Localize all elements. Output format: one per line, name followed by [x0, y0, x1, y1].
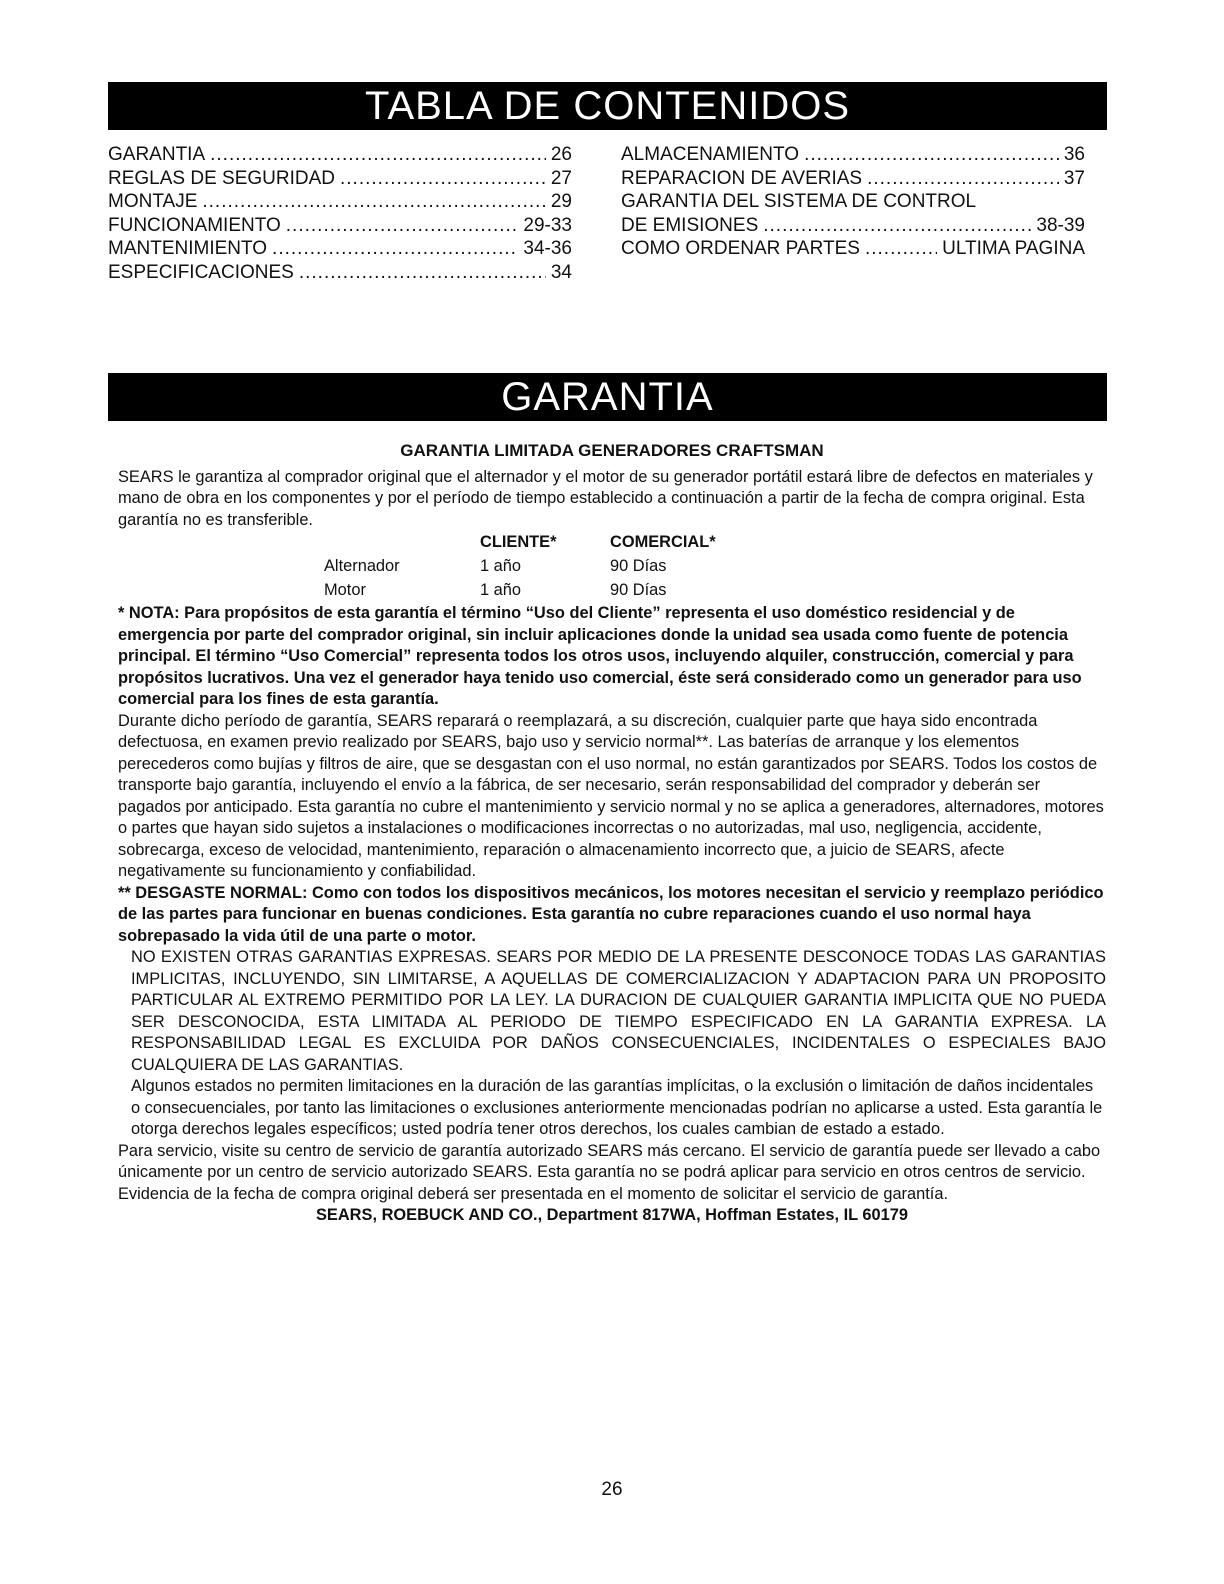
toc-leader-dots: [286, 214, 519, 238]
toc-leader-dots: [867, 167, 1059, 191]
toc-entry-page: 29: [550, 191, 572, 213]
toc-entry-reglas: [108, 167, 572, 191]
toc-entry-page: 34: [550, 261, 572, 283]
toc-entry-ordenar-partes: [621, 237, 1085, 261]
toc-title: TABLA DE CONTENIDOS: [108, 82, 1107, 130]
toc-right-column: [621, 143, 1085, 261]
toc-entry-reparacion: [621, 167, 1085, 191]
toc-entry-page: ULTIMA PAGINA: [942, 238, 1085, 260]
warranty-intro: SEARS le garantiza al comprador original que el alternador y el motor de su generador portátil estará libre de defectos en materiales y mano de obra en los componentes y por el período de tiempo establecido a continuación a partir de la fecha de compra original. Esta garantía no es transferible.: [118, 467, 1093, 529]
toc-entry-especificaciones: [108, 261, 572, 285]
toc-leader-dots: [272, 237, 518, 261]
warranty-disclaimer: NO EXISTEN OTRAS GARANTIAS EXPRESAS. SEARS POR MEDIO DE LA PRESENTE DESCONOCE TODAS LAS GARANTIAS IMPLICITAS, INCLUYENDO, SIN LIMITARSE, A AQUELLAS DE COMERCIALIZACION Y ADAPTACION PARA UN PROPOSITO PARTICULAR AL EXTREMO PERMITIDO POR LA LEY. LA DURACION DE CUALQUIER GARANTIA IMPLICITA QUE NO PUEDA SER DESCONOCIDA, ESTA LIMITADA AL PERIODO DE TIEMPO ESPECIFICADO EN LA GARANTIA EXPRESA. LA RESPONSABILIDAD LEGAL ES EXCLUIDA POR DAÑOS CONSECUENCIALES, INCIDENTALES O ESPECIALES BAJO CUALQUIERA DE LAS GARANTIAS.: [131, 948, 1106, 1074]
toc-entry-label: GARANTIA: [108, 144, 206, 165]
coverage-cell: Alternador: [324, 557, 400, 576]
warranty-banner: GARANTIA: [108, 373, 1107, 421]
coverage-cell: 1 año: [480, 581, 522, 600]
toc-entry-mantenimiento: [108, 237, 572, 261]
coverage-table: [324, 531, 760, 603]
toc-entry-emisiones: [621, 214, 1085, 238]
toc-entry-label: REGLAS DE SEGURIDAD: [108, 167, 335, 189]
toc-entry-page: 34-36: [523, 238, 572, 260]
toc-entry-garantia: [108, 143, 572, 167]
toc-left-column: [108, 143, 572, 285]
toc-entry-page: 29-33: [523, 214, 572, 236]
coverage-header-row: [324, 531, 760, 555]
coverage-cell: 90 Días: [610, 557, 667, 576]
service-instructions: Para servicio, visite su centro de servicio de garantía autorizado SEARS más cercano. El servicio de garantía puede ser llevado a cabo únicamente por un centro de servicio autorizado SEARS. Esta garantía no se podrá aplicar para servicio en otros centros de servicio. Evidencia de la fecha de compra original deberá ser presentada en el momento de solicitar el servicio de garantía.: [118, 1141, 1101, 1203]
coverage-row-motor: [324, 579, 760, 603]
toc-entry-funcionamiento: [108, 214, 572, 238]
toc-entry-page: 36: [1063, 144, 1085, 165]
toc-entry-label: MANTENIMIENTO: [108, 238, 268, 260]
warranty-period-text: Durante dicho período de garantía, SEARS reparará o reemplazará, a su discreción, cualquier parte que haya sido encontrada defectuosa, en examen previo realizado por SEARS, bajo uso y servicio normal**. Las baterías de arranque y los elementos perecederos como bujías y filtros de aire, que se desgastan con el uso normal, no están garantizados por SEARS. Todos los costos de transporte bajo garantía, incluyendo el envío a la fábrica, de ser necesario, serán responsabilidad del comprador y deberán ser pagados por anticipado. Esta garantía no cubre el mantenimiento y servicio normal y no se aplica a generadores, alternadores, motores o partes que hayan sido sujetos a instalaciones o modificaciones incorrectas o no autorizadas, mal uso, negligencia, accidente, sobrecarga, exceso de velocidad, mantenimiento, reparación o almacenamiento incorrecto que, a juicio de SEARS, afecte negativamente su funcionamiento y confiabilidad.: [118, 711, 1104, 880]
toc-leader-dots: [202, 190, 545, 214]
normal-wear-note: ** DESGASTE NORMAL: Como con todos los dispositivos mecánicos, los motores necesitan el servicio y reemplazo periódico de las partes para funcionar en buenas condiciones. Esta garantía no cubre reparaciones cuando el uso normal haya sobrepasado la vida útil de una parte o motor.: [118, 883, 1104, 945]
toc-entry-almacenamiento: [621, 143, 1085, 167]
toc-entry-montaje: [108, 190, 572, 214]
toc-entry-label: DE EMISIONES: [621, 214, 759, 236]
toc-leader-dots: [763, 214, 1031, 238]
toc-leader-dots: [865, 237, 937, 261]
toc-entry-label: GARANTIA DEL SISTEMA DE CONTROL: [621, 191, 977, 213]
toc-entry-page: 38-39: [1036, 214, 1085, 236]
coverage-row-alternador: [324, 555, 760, 579]
toc-leader-dots: [340, 167, 546, 191]
toc-leader-dots: [299, 261, 546, 285]
toc-entry-page: 26: [550, 144, 572, 165]
coverage-header-cell: CLIENTE*: [480, 533, 557, 552]
coverage-cell: Motor: [324, 581, 366, 600]
page-number: 26: [601, 1479, 623, 1500]
toc-entry-page: 37: [1063, 167, 1085, 189]
toc-entry-label: ESPECIFICACIONES: [108, 261, 294, 283]
toc-entry-garantia-sistema: [621, 190, 1085, 214]
sears-address: SEARS, ROEBUCK AND CO., Department 817WA, Hoffman Estates, IL 60179: [315, 1206, 909, 1224]
toc-entry-label: MONTAJE: [108, 191, 198, 213]
coverage-header-cell: [324, 531, 480, 555]
toc-leader-dots: [804, 143, 1059, 167]
toc-entry-label: REPARACION DE AVERIAS: [621, 167, 863, 189]
toc-entry-label: FUNCIONAMIENTO: [108, 214, 281, 236]
toc-entry-label: ALMACENAMIENTO: [621, 144, 800, 165]
coverage-cell: 1 año: [480, 557, 522, 576]
toc-leader-dots: [210, 143, 546, 167]
toc-leader-empty: [981, 190, 1080, 214]
toc-entry-label: COMO ORDENAR PARTES: [621, 238, 860, 260]
warranty-heading: GARANTIA LIMITADA GENERADORES CRAFTSMAN: [400, 441, 824, 460]
toc-entry-page: 27: [550, 167, 572, 189]
warranty-section: [118, 440, 1106, 1227]
coverage-header-cell: COMERCIAL*: [610, 533, 716, 552]
usage-note: * NOTA: Para propósitos de esta garantía el término “Uso del Cliente” representa el uso doméstico residencial y de emergencia por parte del comprador original, sin incluir aplicaciones donde la unidad sea usada como fuente de potencia principal. El término “Uso Comercial” representa todos los otros usos, incluyendo alquiler, construcción, comercial y para propósitos lucrativos. Una vez el generador haya tenido uso comercial, éste será considerado como un generador para uso comercial para los fines de esta garantía.: [118, 604, 1082, 708]
coverage-cell: 90 Días: [610, 581, 667, 600]
state-rights-text: Algunos estados no permiten limitaciones en la duración de las garantías implícitas, o la exclusión o limitación de daños incidentales o consecuenciales, por tanto las limitaciones o exclusiones anteriormente mencionadas podrían no aplicarse a usted. Esta garantía le otorga derechos legales específicos; usted podría tener otros derechos, los cuales cambian de estado a estado.: [131, 1077, 1103, 1138]
